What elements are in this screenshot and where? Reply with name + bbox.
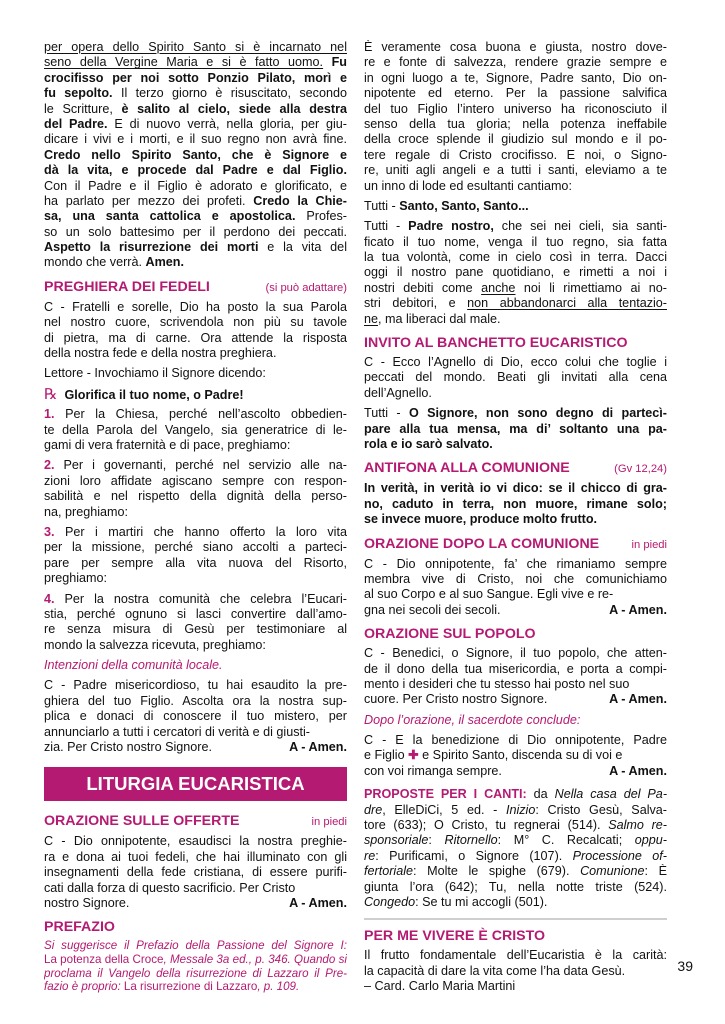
text-run: se invece muore, produce molto frutto.: [364, 512, 598, 527]
vivere-text: [364, 948, 667, 979]
text-run: pare alla tua mensa, ma di’ soltanto una pa-: [364, 421, 667, 436]
text-run: anche: [481, 280, 516, 295]
text-line: [44, 163, 347, 178]
text-run: Con il Padre e il Figlio è adorato e glorificato, e: [44, 178, 347, 193]
amen-offerte: A - Amen.: [289, 895, 347, 910]
text-line: [44, 505, 347, 520]
text-run: Santo, Santo, Santo...: [399, 198, 529, 213]
text-line: [44, 834, 347, 849]
text-line: [364, 199, 667, 214]
text-run: dà la vita, e procede dal Padre e dal Figlio.: [44, 163, 347, 178]
amen-popolo: A - Amen.: [609, 692, 667, 707]
text-line: [364, 497, 667, 512]
text-line: [44, 331, 347, 346]
text-run: La risurrezione di Lazzaro: [123, 980, 258, 994]
text-line: [44, 525, 347, 540]
text-line: [364, 880, 667, 895]
text-run: membra vive di Cristo, noi che comunichiamo: [364, 571, 667, 586]
text-run: peccati del mondo. Beati gli invitati alla cena: [364, 370, 667, 385]
text-line: [364, 219, 667, 234]
text-run: no, caduto in terra, non muore, rimane solo;: [364, 496, 667, 511]
text-run: sabilità e nel rispetto della dignità della perso-: [44, 489, 347, 504]
text-run: Congedo: [364, 894, 416, 909]
text-run: Per i martiri che hanno offerto la loro vita: [54, 524, 347, 539]
text-run: Tutti -: [364, 198, 400, 213]
text-run: la tua volontà, come in cielo così in terra. Dacci: [364, 250, 667, 265]
text-line: [364, 71, 667, 86]
text-run: ha parlato per mezzo dei profeti.: [44, 193, 254, 208]
text-run: : Molte le spighe (679).: [413, 864, 581, 879]
text-line: [364, 422, 667, 437]
dopo-orazione-note: Dopo l’orazione, il sacerdote conclude:: [364, 712, 581, 727]
cross-icon: ✚: [408, 748, 419, 763]
text-run: tore (633); O Cristo, tu regnerai (514).: [364, 818, 609, 833]
amen-blessing: A - Amen.: [609, 763, 667, 778]
text-line: [44, 148, 347, 163]
text-run: 1.: [44, 407, 55, 422]
text-run: da: [526, 787, 555, 802]
text-run: tere regale di Cristo crocifisso. E noi, o Signo-: [364, 147, 667, 162]
text-line: [364, 132, 667, 147]
text-line: [364, 235, 667, 250]
text-line: [44, 315, 347, 330]
text-run: 2.: [44, 458, 55, 473]
text-line: [364, 787, 667, 802]
text-run: di pietra, ma di carne. Ora attende la risposta: [44, 330, 347, 345]
text-run: insegnamenti della fede cristiana, di essere purifi-: [44, 865, 347, 880]
text-line: [44, 40, 347, 55]
dopo-text: [364, 557, 667, 603]
text-run: mento i desideri che tu stesso hai posto nel suo: [364, 676, 630, 691]
text-line: [364, 557, 667, 572]
credo-text: [44, 40, 347, 271]
text-run: Amen.: [145, 255, 185, 270]
local-intentions-note: Intenzioni della comunità locale.: [44, 658, 223, 673]
note-in-piedi-comunione: in piedi: [631, 538, 667, 551]
text-run: :: [428, 833, 445, 848]
text-run: na, preghiamo:: [44, 504, 129, 519]
text-run: per la missione, perché siano accolti a parteci-: [44, 540, 347, 555]
text-run: Tutti -: [364, 219, 409, 234]
text-line: [44, 240, 347, 255]
text-line: [44, 132, 347, 147]
text-line: [364, 179, 667, 194]
text-run: : Se tu mi accogli (501).: [415, 894, 548, 909]
text-run: : Cristo Gesù, Salva-: [535, 802, 667, 817]
text-run: stia, perché ognuno si lasci convertire dall’amo-: [44, 606, 347, 621]
text-run: , p. 109.: [257, 980, 300, 994]
text-run: non abbandonarci alla tentazio-: [467, 296, 667, 311]
text-line: [44, 102, 347, 117]
text-line: [364, 818, 667, 833]
text-line: [364, 40, 667, 55]
text-run: Processione of-: [572, 848, 667, 863]
text-line: [364, 265, 667, 280]
section-banner-liturgia-eucaristica: LITURGIA EUCARISTICA: [44, 767, 347, 801]
text-line: [44, 407, 347, 422]
heading-per-me-vivere: PER ME VIVERE È CRISTO: [364, 928, 546, 945]
invito-tutti: [364, 406, 667, 452]
text-line: [44, 209, 347, 224]
text-run: C - Fratelli e sorelle, Dio ha posto la sua Parola: [44, 299, 347, 314]
text-run: sa, una santa cattolica e apostolica.: [44, 209, 296, 224]
text-line: [364, 677, 667, 692]
text-run: del Padre.: [44, 116, 108, 131]
text-run: C - Dio onnipotente, fa’ che rimaniamo sempre: [364, 556, 667, 571]
text-run: crocifisso per noi sotto Ponzio Pilato, morì e: [44, 70, 347, 85]
text-run: in ogni luogo a te, Signore, Padre santo, Dio on-: [364, 70, 667, 85]
popolo-text: [364, 646, 667, 692]
text-run: ghiera del tuo Figlio. Ascolta ora la nostra sup-: [44, 693, 347, 708]
text-line: [44, 255, 347, 270]
text-line: [44, 571, 347, 586]
text-line: [364, 572, 667, 587]
text-run: oggi il nostro pane quotidiano, e rimetti a noi i: [364, 265, 667, 280]
text-line: [44, 881, 347, 896]
text-run: preghiamo:: [44, 571, 108, 586]
text-line: [364, 281, 667, 296]
text-line: [364, 948, 667, 963]
text-run: dre: [364, 802, 383, 817]
text-line: [364, 849, 667, 864]
text-line: [44, 607, 347, 622]
text-run: , ma liberaci dal male.: [378, 311, 501, 326]
text-run: nipotente ed eterno. Per la passione salvifica: [364, 86, 667, 101]
text-run: re senza misura di Gesù per testimoniare al: [44, 622, 347, 637]
text-line: [364, 370, 667, 385]
heading-prefazio: PREFAZIO: [44, 919, 115, 936]
text-line: [44, 850, 347, 865]
heading-invito-banchetto: INVITO AL BANCHETTO EUCARISTICO: [364, 335, 628, 352]
text-run: Tutti -: [364, 406, 409, 421]
text-run: Credo nello Spirito Santo, che è Signore e: [44, 147, 347, 162]
text-run: dell’Agnello.: [364, 385, 432, 400]
text-run: le Scritture,: [44, 101, 122, 116]
heading-orazione-offerte: ORAZIONE SULLE OFFERTE in piedi: [44, 813, 347, 830]
text-run: giunta l’ora (642); Tu, nella notte triste (524).: [364, 879, 667, 894]
text-line: [44, 592, 347, 607]
text-line: [364, 86, 667, 101]
text-line: [364, 512, 667, 527]
text-run: so un solo battesimo per il perdono dei peccati.: [44, 224, 347, 239]
note-gv: (Gv 12,24): [614, 463, 667, 476]
text-line: [44, 438, 347, 453]
text-run: : È: [644, 864, 667, 879]
text-run: Aspetto la risurrezione dei morti: [44, 240, 259, 255]
text-run: pare per sempre alla vita nuova del Risorto,: [44, 555, 347, 570]
text-line: [364, 646, 667, 661]
text-line: [364, 296, 667, 311]
text-run: noi li rimettiamo ai no-: [515, 280, 667, 295]
text-line: [364, 102, 667, 117]
text-run: seno della Vergine Maria e si è fatto uomo.: [44, 55, 324, 70]
text-run: E di nuovo verrà, nella gloria, per giu-: [107, 116, 347, 131]
text-run: rola e io sarò salvato.: [364, 436, 493, 451]
text-line: [44, 423, 347, 438]
text-run: mondo che verrà.: [44, 255, 146, 270]
text-run: te della Parola del Vangelo, sia generatrice di le-: [44, 422, 347, 437]
text-run: gami di vera fraternità e di pace, preghiamo:: [44, 437, 291, 452]
text-run: Padre nostro,: [408, 219, 494, 234]
text-run: fazio è proprio:: [44, 980, 124, 994]
text-run: C - Padre misericordioso, tu hai esaudito la pre-: [44, 678, 347, 693]
popolo-last: cuore. Per Cristo nostro Signore. A - Amen.: [364, 692, 667, 707]
text-run: O Signore, non sono degno di partecì-: [408, 406, 667, 421]
text-run: nel nostro cuore, scrivendola non più su tavole: [44, 315, 347, 330]
text-run: : M° C. Recalcati;: [497, 833, 635, 848]
response-text: Glorifica il tuo nome, o Padre!: [64, 387, 244, 402]
text-run: che sei nei cieli, sia santi-: [493, 219, 667, 234]
text-line: [44, 540, 347, 555]
text-run: zioni loro affidate agiscano sempre con respon-: [44, 473, 347, 488]
text-line: [44, 967, 347, 981]
text-line: [44, 725, 347, 740]
text-line: [44, 556, 347, 571]
text-line: [44, 678, 347, 693]
text-run: È veramente cosa buona e giusta, nostro dove-: [364, 40, 667, 54]
text-run: C - Benedici, o Signore, il tuo popolo, che atten-: [364, 646, 667, 661]
amen-dopo: A - Amen.: [609, 602, 667, 617]
text-line: [44, 225, 347, 240]
intention-4: [44, 592, 347, 654]
text-line: [44, 980, 347, 994]
text-run: dicare i vivi e i morti, e il suo regno non avrà fine.: [44, 132, 347, 147]
text-line: [364, 803, 667, 818]
text-line: [44, 194, 347, 209]
response-icon: ℞: [44, 386, 58, 403]
text-run: cati dalla forza di questo sacrificio. Per Cristo: [44, 880, 296, 895]
text-run: per opera dello Spirito Santo si è incarnato nel: [44, 40, 347, 54]
text-run: re: [364, 848, 376, 863]
text-run: Comunione: [580, 864, 645, 879]
text-run: Per la Chiesa, perché nell’ascolto obbedien-: [54, 407, 347, 422]
text-line: [44, 489, 347, 504]
text-line: [364, 163, 667, 178]
text-line: [364, 481, 667, 496]
text-line: [44, 55, 347, 70]
note-si-puo-adattare: (si può adattare): [265, 281, 347, 294]
antifona-text: [364, 481, 667, 527]
text-line: [364, 964, 667, 979]
text-run: fu sepolto.: [44, 86, 113, 101]
text-line: [44, 86, 347, 101]
text-run: nostri debiti come: [364, 280, 482, 295]
proposte-canti: [364, 787, 667, 910]
text-line: [364, 148, 667, 163]
santo-line: [364, 199, 667, 214]
text-line: [44, 709, 347, 724]
text-line: [364, 250, 667, 265]
text-run: : Purificami, o Signore (107).: [375, 848, 573, 863]
text-line: [44, 179, 347, 194]
text-run: stri debitori, e: [364, 296, 468, 311]
text-run: C - Ecco l’Agnello di Dio, ecco colui che toglie i: [364, 355, 667, 370]
text-run: C - Dio onnipotente, esaudisci la nostra preghie-: [44, 834, 347, 849]
lettore-line: Lettore - Invochiamo il Signore dicendo:: [44, 366, 266, 381]
text-line: [44, 474, 347, 489]
text-line: [44, 865, 347, 880]
fedeli-closing-last: zia. Per Cristo nostro Signore. A - Amen.: [44, 740, 347, 755]
text-line: [364, 55, 667, 70]
text-run: oppu-: [634, 833, 667, 848]
prefazio-text: [364, 40, 667, 194]
text-run: della croce splende il giudizio sul mondo e il po-: [364, 132, 667, 147]
text-run: Profes-: [295, 209, 347, 224]
quote-author: – Card. Carlo Maria Martini: [364, 979, 516, 994]
text-run: Credo la Chie-: [253, 193, 347, 208]
response-line: [44, 387, 347, 402]
text-run: proclama il Vangelo della risurrezione di Lazzaro il Pre-: [44, 966, 347, 980]
text-run: , Messale 3a ed., p. 346. Quando si: [163, 952, 347, 966]
text-line: [364, 312, 667, 327]
text-line: [364, 386, 667, 401]
text-line: [44, 694, 347, 709]
text-line: [364, 437, 667, 452]
text-line: [364, 355, 667, 370]
text-run: , ElleDiCi, 5 ed. -: [382, 802, 506, 817]
text-line: [364, 587, 667, 602]
text-run: re e fonte di salvezza, rendere grazie sempre e: [364, 55, 667, 70]
heading-preghiera-fedeli: PREGHIERA DEI FEDELI (si può adattare): [44, 278, 347, 295]
prefazio-rubric: [44, 939, 347, 993]
heading-antifona-comunione: ANTIFONA ALLA COMUNIONE (Gv 12,24): [364, 460, 667, 477]
note-in-piedi-offerte: in piedi: [311, 816, 347, 829]
text-run: In verità, in verità io vi dico: se il chicco di gra-: [364, 481, 667, 496]
text-run: Ritornello: [444, 833, 498, 848]
intention-1: [44, 407, 347, 453]
blessing: C - E la benedizione di Dio onnipotente, Padre e Figlio ✚ e Spirito Santo, discenda su di voi e con voi rimanga sempre. A - Amen.: [364, 733, 667, 778]
text-run: Il frutto fondamentale dell’Eucaristia è la carità:: [364, 948, 667, 963]
text-run: al suo Corpo e al suo Sangue. Egli vive e re-: [364, 587, 614, 602]
text-run: e la vita del: [258, 240, 347, 255]
text-run: annunciarlo a tutti i cercatori di verità e di giusti-: [44, 724, 310, 739]
text-line: [364, 864, 667, 879]
left-column: [44, 40, 347, 994]
invito-text: [364, 355, 667, 401]
text-run: senso della tua gloria; nella potenza ineffabile: [364, 116, 667, 131]
text-line: [364, 117, 667, 132]
text-run: plica e donaci di conoscere il tuo mistero, per: [44, 709, 347, 724]
text-run: Il terzo giorno è risuscitato, secondo: [112, 86, 347, 101]
intention-2: [44, 458, 347, 520]
divider: [364, 918, 667, 920]
text-run: Salmo re-: [608, 818, 667, 833]
text-run: PROPOSTE PER I CANTI:: [364, 787, 527, 802]
text-run: de il dono della tua misericordia, e porta a compi-: [364, 661, 667, 676]
text-line: [364, 833, 667, 848]
text-line: [44, 346, 347, 361]
text-run: fertoriale: [364, 864, 413, 879]
text-run: 3.: [44, 524, 55, 539]
text-line: [364, 895, 667, 910]
text-run: della nostra fede e della nostra preghiera.: [44, 346, 277, 361]
text-run: Nella casa del Pa-: [554, 787, 667, 802]
page-number: 39: [677, 958, 693, 974]
text-run: ne: [364, 311, 379, 326]
text-line: [44, 458, 347, 473]
text-line: [44, 622, 347, 637]
text-run: un inno di lode ed esultanti cantiamo:: [364, 178, 572, 193]
text-run: Si suggerisce il Prefazio della Passione del Signore I:: [44, 939, 347, 953]
text-run: Inizio: [505, 802, 536, 817]
text-run: mondo la salvezza ricevuta, preghiamo:: [44, 637, 266, 652]
intention-3: [44, 525, 347, 587]
text-line: [44, 300, 347, 315]
text-line: [364, 406, 667, 421]
padre-nostro: [364, 219, 667, 327]
amen-fedeli: A - Amen.: [289, 740, 347, 755]
text-line: [44, 71, 347, 86]
text-run: Fu: [323, 55, 347, 70]
offerte-last: nostro Signore. A - Amen.: [44, 895, 347, 910]
text-run: 4.: [44, 591, 55, 606]
text-run: ra e dona ai tuoi fedeli, che hai illuminato con gli: [44, 849, 347, 864]
text-run: è salito al cielo, siede alla destra: [121, 101, 347, 116]
text-run: ficato il tuo nome, venga il tuo regno, sia fatta: [364, 234, 667, 249]
text-run: Per la nostra comunità che celebra l’Eucari-: [54, 591, 347, 606]
text-line: [44, 939, 347, 953]
text-run: sponsoriale: [364, 833, 429, 848]
text-run: la capacità di dare la vita come l’ha data Gesù.: [364, 963, 626, 978]
heading-orazione-popolo: ORAZIONE SUL POPOLO: [364, 626, 536, 643]
heading-orazione-dopo-comunione: ORAZIONE DOPO LA COMUNIONE in piedi: [364, 535, 667, 552]
text-run: del tuo Figlio l’intero universo ha riconosciuto il: [364, 101, 667, 116]
text-run: La potenza della Croce: [44, 952, 164, 966]
text-line: [44, 638, 347, 653]
text-line: [44, 117, 347, 132]
dopo-last: gna nei secoli dei secoli. A - Amen.: [364, 602, 667, 617]
text-run: re, uniti agli angeli e a tutti i santi, eleviamo a te: [364, 163, 667, 178]
fedeli-closing: [44, 678, 347, 740]
right-column: [364, 40, 667, 995]
offerte-text: [44, 834, 347, 896]
fedeli-intro: [44, 300, 347, 362]
text-run: Per i governanti, perché nel servizio alle na-: [54, 458, 347, 473]
text-line: [44, 953, 347, 967]
text-line: [364, 662, 667, 677]
